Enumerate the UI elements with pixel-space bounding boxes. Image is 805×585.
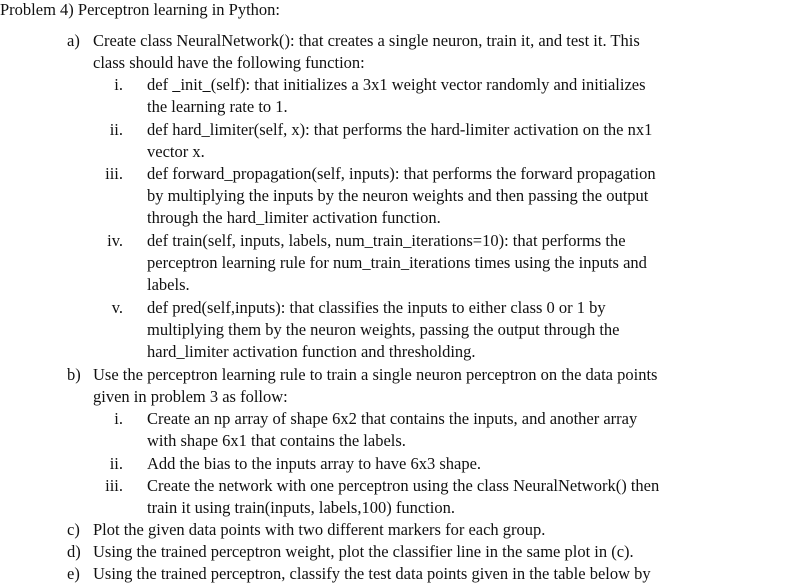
section-a-item-iii-marker: iii.: [105, 164, 123, 183]
section-b-item-i-line-1: Create an np array of shape 6x2 that contains the inputs, and another array: [147, 409, 638, 428]
section-a-item-iv-line-1: def train(self, inputs, labels, num_train_iterations=10): that performs the: [147, 231, 626, 250]
section-b-item-iii-line-1: Create the network with one perceptron using the class NeuralNetwork() then: [147, 476, 660, 495]
section-a-item-iv-line-3: labels.: [147, 275, 190, 294]
section-a-item-v-line-2: multiplying them by the neuron weights, passing the output through the: [147, 320, 620, 339]
section-b-line-1: Use the perceptron learning rule to train a single neuron perceptron on the data points: [93, 365, 658, 384]
section-a-item-ii-marker: ii.: [109, 120, 123, 139]
section-a-item-v-line-1: def pred(self,inputs): that classifies the inputs to either class 0 or 1 by: [147, 298, 606, 317]
section-b-item-ii-line-1: Add the bias to the inputs array to have 6x3 shape.: [147, 454, 482, 473]
section-e-marker: e): [67, 564, 80, 583]
section-a-item-i-line-1: def init (self): that initializes a 3x1 weight vector randomly and initializes: [147, 75, 646, 94]
section-b-item-iii-marker: iii.: [105, 476, 123, 495]
section-a-line-1: Create class NeuralNetwork(): that creates a single neuron, train it, and test it. This: [93, 31, 640, 50]
section-e-line-1: Using the trained perceptron, classify the test data points given in the table below by: [93, 564, 651, 583]
section-a-item-v-line-3: hard_limiter activation function and thresholding.: [147, 342, 476, 361]
section-c-marker: c): [67, 520, 80, 539]
section-a-marker: a): [67, 31, 80, 50]
section-b-line-2: given in problem 3 as follow:: [93, 387, 288, 406]
section-b-item-i-line-2: with shape 6x1 that contains the labels.: [147, 431, 406, 450]
section-b-item-ii-marker: ii.: [109, 454, 123, 473]
section-c-line-1: Plot the given data points with two different markers for each group.: [93, 520, 546, 539]
section-a-item-iii-line-3: through the hard_limiter activation function.: [147, 208, 441, 227]
section-a-item-ii-line-1: def hard_limiter(self, x): that performs the hard-limiter activation on the nx1: [147, 120, 653, 139]
section-a-item-iv-marker: iv.: [107, 231, 123, 250]
section-b-marker: b): [67, 365, 81, 384]
section-a-line-2: class should have the following function:: [93, 53, 365, 72]
section-b-item-iii-line-2: train it using train(inputs, labels,100) function.: [147, 498, 455, 517]
section-a-item-iv-line-2: perceptron learning rule for num_train_iterations times using the inputs and: [147, 253, 647, 272]
section-a-item-ii-line-2: vector x.: [147, 142, 205, 161]
section-a-item-iii-line-2: by multiplying the inputs by the neuron weights and then passing the output: [147, 186, 649, 205]
section-d-marker: d): [67, 542, 81, 561]
section-a-item-v-marker: v.: [111, 298, 123, 317]
section-a-item-iii-line-1: def forward_propagation(self, inputs): that performs the forward propagation: [147, 164, 656, 183]
section-b-item-i-marker: i.: [114, 409, 123, 428]
section-a-item-i-marker: i.: [114, 75, 123, 94]
problem-title: Problem 4) Perceptron learning in Python:: [0, 0, 280, 19]
section-a-item-i-line-2: the learning rate to 1.: [147, 97, 288, 116]
section-d-line-1: Using the trained perceptron weight, plot the classifier line in the same plot in (c).: [93, 542, 634, 561]
